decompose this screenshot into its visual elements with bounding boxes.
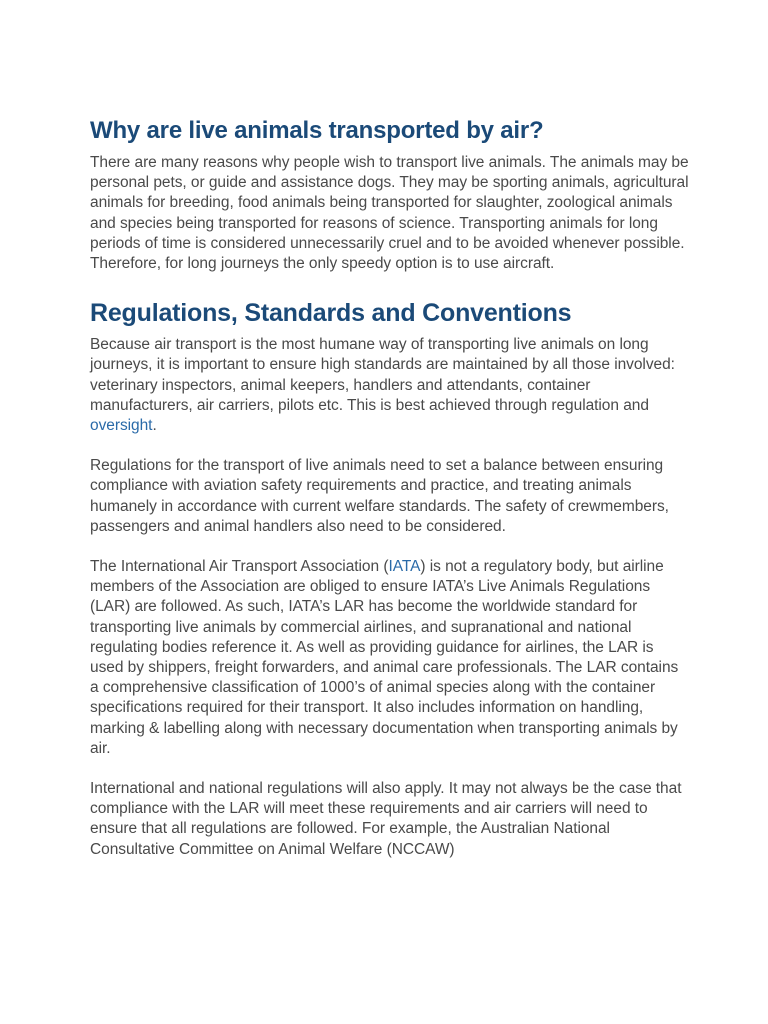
paragraph-iata (90, 557, 690, 759)
paragraph-text: Because air transport is the most humane way of transporting live animals on long journeys, it is important to ensure high standards are maintained by all those involved: veterinary inspectors, animal keepers, handlers and attendants, container manufacturers, air carriers, pilots etc. This is best achieved through regulation and (90, 336, 675, 414)
paragraph-text: The International Air Transport Association ( (90, 558, 389, 576)
article (90, 113, 690, 860)
oversight-link[interactable]: oversight (90, 417, 153, 435)
paragraph-text: ) is not a regulatory body, but airline members of the Association are obliged to ensure IATA’s Live Animals Regulations (LAR) are followed. As such, IATA’s LAR has become the worldwide standard for transporting live animals by commercial airlines, and supranational and national regulating bodies reference it. As well as providing guidance for airlines, the LAR is used by shippers, freight forwarders, and animal care professionals. The LAR contains a comprehensive classification of 1000’s of animal species along with the container specifications required for their transport. It also includes information on handling, marking & labelling along with necessary documentation when transporting animals by air. (90, 558, 679, 757)
paragraph-reasons: There are many reasons why people wish to transport live animals. The animals may be personal pets, or guide and assistance dogs. They may be sporting animals, agricultural animals for breeding, food animals being transported for slaughter, zoological animals and species being transported for reasons of science. Transporting animals for long periods of time is considered unnecessarily cruel and to be avoided whenever possible. Therefore, for long journeys the only speedy option is to use aircraft. (90, 154, 689, 273)
paragraph-text: . (152, 417, 157, 435)
paragraph-balance: Regulations for the transport of live animals need to set a balance between ensuring compliance with aviation safety requirements and practice, and treating animals humanely in accordance with current welfare standards. The safety of crewmembers, passengers and animal handlers also need to be considered. (90, 457, 669, 535)
paragraph-international-regulations: International and national regulations will also apply. It may not always be the case that compliance with the LAR will meet these requirements and air carriers will need to ensure that all regulations are followed. For example, the Australian National Consultative Committee on Animal Welfare (NCCAW) (90, 780, 682, 858)
iata-link[interactable]: IATA (388, 558, 421, 576)
paragraph-humane-transport (90, 335, 690, 436)
section-heading-regulations: Regulations, Standards and Conventions (90, 299, 572, 328)
section-heading-why-air: Why are live animals transported by air? (90, 117, 544, 144)
